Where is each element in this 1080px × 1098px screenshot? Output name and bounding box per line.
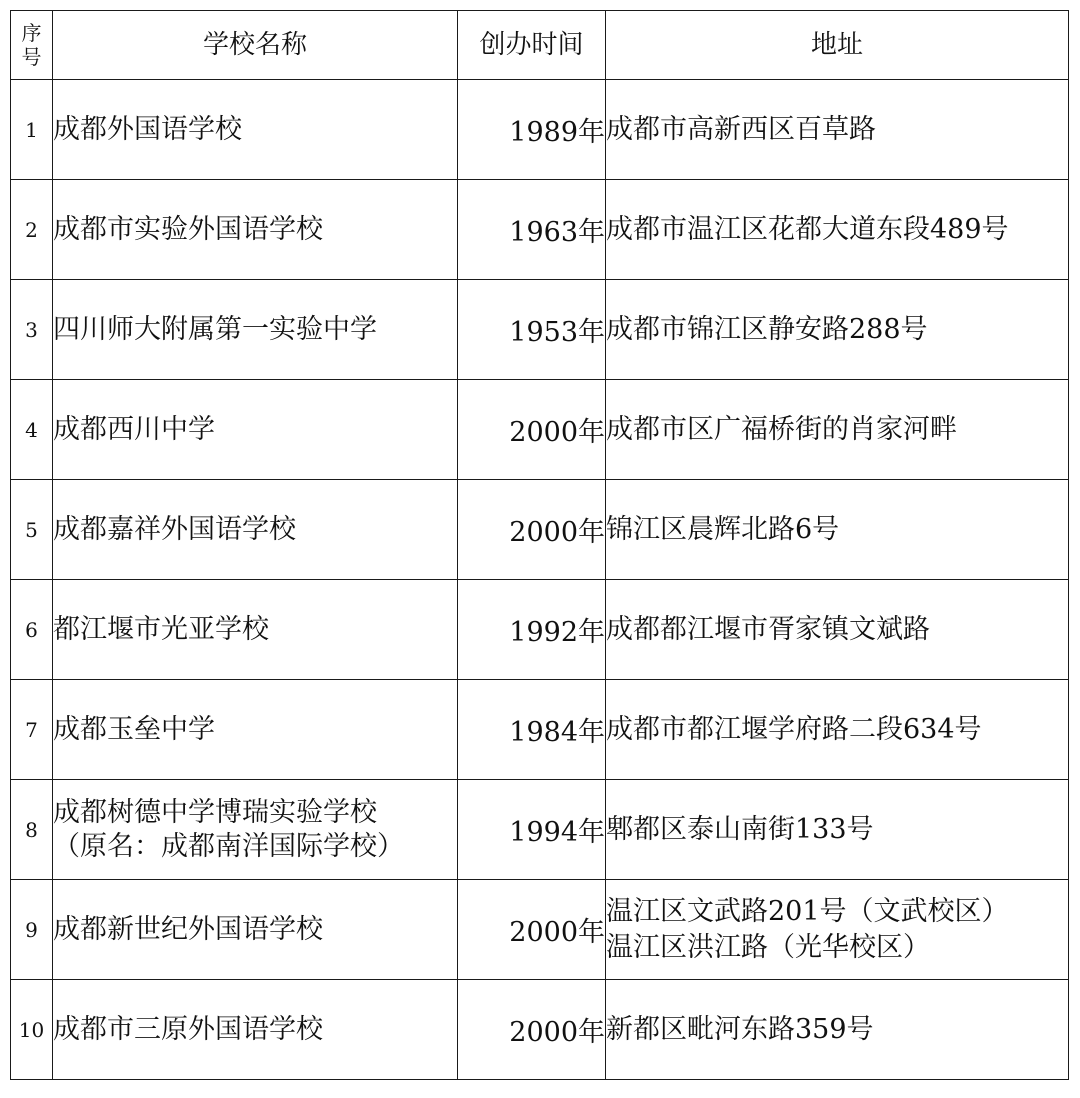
row-number: 5 (11, 480, 53, 580)
table-row (11, 80, 1069, 180)
school-name: 成都市三原外国语学校 (53, 1013, 323, 1045)
address: 温江区洪江路（光华校区） (606, 931, 930, 963)
row-number: 2 (11, 180, 53, 280)
row-number: 8 (11, 780, 53, 880)
address-cell (606, 480, 1069, 580)
row-number: 1 (11, 80, 53, 180)
school-name: 成都嘉祥外国语学校 (53, 513, 296, 545)
school-name-cell (53, 980, 458, 1080)
address-cell (606, 680, 1069, 780)
school-name-cell (53, 680, 458, 780)
address: 锦江区晨辉北路6号 (606, 513, 840, 545)
school-name: 成都新世纪外国语学校 (53, 913, 323, 945)
address: 成都市锦江区静安路288号 (606, 313, 928, 345)
address: 新都区毗河东路359号 (606, 1013, 874, 1045)
founded-year: 1992年 (458, 580, 606, 680)
address-cell (606, 880, 1069, 980)
address-cell (606, 280, 1069, 380)
schools-table (10, 10, 1069, 1080)
address: 成都市温江区花都大道东段489号 (606, 213, 1009, 245)
row-number: 9 (11, 880, 53, 980)
founded-year: 2000年 (458, 980, 606, 1080)
table-row (11, 280, 1069, 380)
table-row (11, 480, 1069, 580)
address: 成都市高新西区百草路 (606, 113, 876, 145)
school-name-cell (53, 880, 458, 980)
table-row (11, 180, 1069, 280)
address-cell (606, 180, 1069, 280)
header-address: 地址 (606, 11, 1069, 80)
founded-year: 1953年 (458, 280, 606, 380)
address-cell (606, 980, 1069, 1080)
founded-year: 1984年 (458, 680, 606, 780)
school-name-cell (53, 180, 458, 280)
header-number (11, 11, 53, 80)
school-name-cell (53, 80, 458, 180)
header-school-name: 学校名称 (53, 11, 458, 80)
founded-year: 1989年 (458, 80, 606, 180)
address: 成都都江堰市胥家镇文斌路 (606, 613, 930, 645)
school-name-cell (53, 380, 458, 480)
header-row (11, 11, 1069, 80)
school-name: 成都西川中学 (53, 413, 215, 445)
row-number: 10 (11, 980, 53, 1080)
founded-year: 1994年 (458, 780, 606, 880)
address: 成都市都江堰学府路二段634号 (606, 713, 982, 745)
row-number: 3 (11, 280, 53, 380)
table-row (11, 580, 1069, 680)
school-name: 成都市实验外国语学校 (53, 213, 323, 245)
address: 成都市区广福桥街的肖家河畔 (606, 413, 957, 445)
school-name-cell (53, 480, 458, 580)
school-name: 成都玉垒中学 (53, 713, 215, 745)
table-row (11, 680, 1069, 780)
founded-year: 2000年 (458, 880, 606, 980)
header-number-line2: 号 (21, 45, 42, 69)
school-name: 成都树德中学博瑞实验学校 (53, 796, 377, 828)
header-number-line1: 序 (21, 21, 42, 45)
school-name: （原名：成都南洋国际学校） (53, 830, 404, 862)
address: 温江区文武路201号（文武校区） (606, 895, 1009, 927)
school-name: 四川师大附属第一实验中学 (53, 313, 377, 345)
school-name-cell (53, 280, 458, 380)
table-row (11, 380, 1069, 480)
address-cell (606, 380, 1069, 480)
table-row (11, 980, 1069, 1080)
address-cell (606, 580, 1069, 680)
address-cell (606, 780, 1069, 880)
founded-year: 1963年 (458, 180, 606, 280)
address-cell (606, 80, 1069, 180)
school-name: 成都外国语学校 (53, 113, 242, 145)
table-row (11, 780, 1069, 880)
founded-year: 2000年 (458, 380, 606, 480)
table-row (11, 880, 1069, 980)
founded-year: 2000年 (458, 480, 606, 580)
row-number: 6 (11, 580, 53, 680)
row-number: 4 (11, 380, 53, 480)
header-founded-year: 创办时间 (458, 11, 606, 80)
school-name-cell (53, 780, 458, 880)
table-body (11, 80, 1069, 1080)
row-number: 7 (11, 680, 53, 780)
school-name-cell (53, 580, 458, 680)
school-name: 都江堰市光亚学校 (53, 613, 269, 645)
address: 郫都区泰山南街133号 (606, 813, 874, 845)
